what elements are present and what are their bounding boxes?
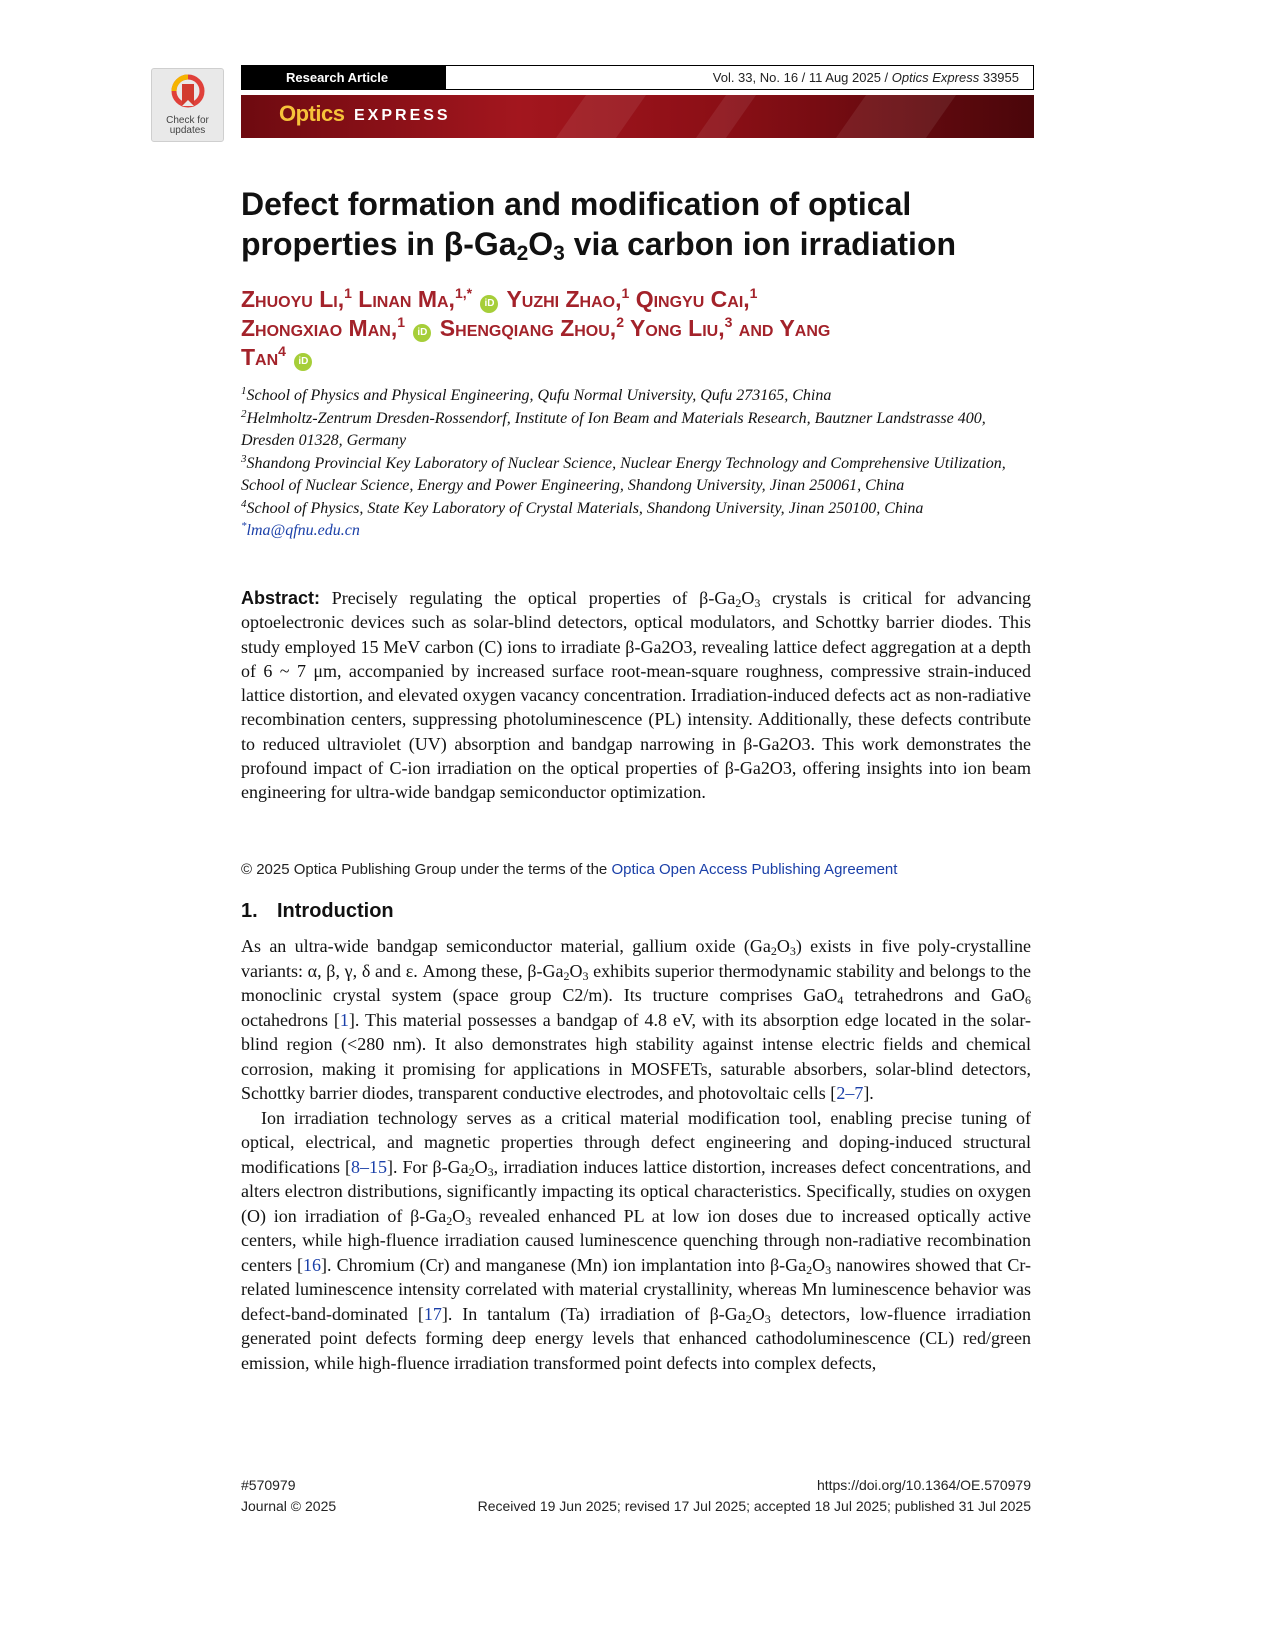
section-number: 1.: [241, 900, 258, 922]
doi-link[interactable]: https://doi.org/10.1364/OE.570979: [816, 1477, 1031, 1493]
orcid-icon[interactable]: iD: [413, 324, 431, 342]
body-text: , irradiation induces lattice distortion, increases defect concentrations, and alters electron distributions, significantly impacting its optical characteristics. Specifically, studies on oxygen (O) ion irradiation of β-Ga: [241, 1156, 1031, 1226]
affiliation-sup: 1: [241, 385, 247, 397]
body-text: exhibits superior thermodynamic stability and belongs to the monoclinic crystal system (space group C2/m). Its tructure comprises GaO: [241, 960, 1032, 1005]
citation-link[interactable]: 8–15: [350, 1156, 387, 1177]
body-text: nanowires showed that Cr-related luminescence intensity correlated with material crystallinity, whereas Mn luminescence behavior was defect-band-dominated [: [241, 1254, 1031, 1324]
volume-text: Vol. 33, No. 16 / 11 Aug 2025 /: [712, 70, 889, 85]
body-text: ]. This material possesses a bandgap of 4.8 eV, with its absorption edge located in the solar-blind region (<280 nm). It also demonstrates high stability against intense electric fields and chemical corrosion, making it promising for applications in MOSFETs, saturable absorbers, solar-blind detectors, Schottky barrier diodes, transparent conductive electrodes, and photovoltaic cells [: [241, 1009, 1031, 1103]
banner-optics-logo: Optics: [279, 101, 345, 126]
section-heading: [241, 900, 394, 923]
affiliation-2: [241, 408, 1041, 453]
abstract-text: crystals is critical for advancing optoelectronic devices such as solar-blind detectors, optical modulators, and Schottky barrier diodes. This study employed 15 MeV carbon (C) ions to irradiate β-Ga2O3, revealing lattice defect aggregation at a depth of 6 ~ 7 μm, accompanied by increased surface root-mean-square roughness, compressive strain-induced lattice distortion, and elevated oxygen vacancy concentration. Irradiation-induced defects act as non-radiative recombination centers, suppressing photoluminescence (PL) intensity. Additionally, these defects contribute to reduced ultraviolet (UV) absorption and bandgap narrowing in β-Ga2O3. This work demonstrates the profound impact of C-ion irradiation on the optical properties of β-Ga2O3, offering insights into ion beam engineering for ultra-wide bandgap semiconductor optimization.: [241, 588, 1031, 803]
check-for-updates-icon: [170, 74, 206, 114]
journal-banner: [241, 95, 1034, 138]
body-subscript: 6: [1024, 993, 1031, 1007]
body-subscript: 2: [468, 1164, 475, 1179]
journal-header-bar: [241, 65, 1034, 90]
author-name-part: Tan: [241, 344, 279, 370]
title-line-2: [241, 224, 1031, 264]
check-for-updates-badge[interactable]: [151, 68, 224, 142]
body-text: ]. For β-Ga: [386, 1156, 469, 1177]
body-subscript: 4: [837, 993, 844, 1007]
copyright-notice: [241, 861, 897, 878]
body-subscript: 3: [465, 1213, 472, 1228]
body-text: Ion irradiation technology serves as a critical material modification tool, enabling precise tuning of optical, electrical, and magnetic properties through defect engineering and doping-induced structural modifications [: [241, 1107, 1031, 1177]
abstract-text: O: [741, 588, 755, 608]
footer-row-2: [241, 1496, 1031, 1517]
affiliations: [241, 385, 1041, 543]
affiliation-sup: 4: [241, 497, 247, 510]
citation-link[interactable]: 17: [423, 1303, 442, 1324]
title-text: O: [528, 226, 554, 262]
citation-link[interactable]: 1: [339, 1009, 349, 1030]
author-affil-sup: 4: [278, 343, 286, 359]
body-text: O: [751, 1303, 765, 1324]
email-sup: *: [241, 520, 247, 532]
body-text: O: [452, 1205, 466, 1226]
body-text: ].: [863, 1083, 874, 1103]
author-affil-sup: 1: [749, 285, 758, 301]
publication-dates: Received 19 Jun 2025; revised 17 Jul 2025; accepted 18 Jul 2025; published 31 Jul 2025: [477, 1498, 1031, 1514]
affiliation-text: School of Physics and Physical Engineering, Qufu Normal University, Qufu 273165, China: [246, 387, 832, 404]
volume-info: [713, 66, 1019, 89]
author-affil-sup: 2: [616, 314, 624, 330]
title-subscript: 3: [553, 242, 565, 265]
body-subscript: 2: [446, 1213, 453, 1228]
publishing-agreement-link[interactable]: Optica Open Access Publishing Agreement: [611, 861, 898, 878]
body-subscript: 3: [487, 1164, 494, 1179]
affiliation-text: Shandong Provincial Key Laboratory of Nuclear Science, Nuclear Energy Technology and Comprehensive Utilization, School of Nuclear Science, Energy and Power Engineering, Shandong University, Jinan 250061, China: [241, 454, 1006, 494]
abstract-subscript: 2: [735, 596, 742, 610]
abstract-label: Abstract:: [241, 588, 321, 608]
check-for-updates-line2: updates: [169, 125, 206, 136]
affiliation-sup: 3: [241, 452, 247, 465]
author-list: [241, 285, 1031, 372]
body-text: tetrahedrons and GaO: [843, 985, 1025, 1005]
author-affil-sup: 3: [724, 314, 733, 330]
body-subscript: 3: [764, 1311, 771, 1326]
author-name-part: Yang: [779, 315, 831, 341]
banner-express-logo: EXPRESS: [354, 107, 451, 124]
body-text: O: [776, 936, 790, 956]
orcid-icon[interactable]: iD: [294, 353, 312, 371]
body-subscript: 2: [770, 944, 777, 958]
affiliation-1: [241, 385, 1041, 408]
body-text: detectors, low-fluence irradiation generated point defects forming deep energy levels that enhanced cathodoluminescence (CL) red/green emission, while high-fluence irradiation transformed point defects into complex defects,: [241, 1303, 1031, 1373]
body-text: O: [569, 960, 583, 981]
banner-streak: [836, 95, 956, 138]
author-name: Yuzhi Zhao,: [506, 286, 622, 312]
orcid-icon[interactable]: iD: [480, 295, 498, 313]
page-number: 33955: [982, 70, 1019, 85]
page-footer: [241, 1475, 1031, 1517]
affiliation-text: Helmholtz-Zentrum Dresden-Rossendorf, Institute of Ion Beam and Materials Research, Bautzner Landstrasse 400, Dresden 01328, Germany: [241, 409, 986, 449]
title-line-1: Defect formation and modification of optical: [241, 186, 912, 222]
author-affil-sup: 1: [397, 314, 406, 330]
article-body: [241, 934, 1031, 1375]
author-affil-sup: 1: [344, 285, 352, 301]
affiliation-3: [241, 453, 1041, 498]
title-subscript: 2: [516, 242, 529, 265]
author-affil-sup: 1,*: [454, 285, 473, 301]
body-text: As an ultra-wide bandgap semiconductor material, gallium oxide (Ga: [241, 936, 771, 956]
affiliation-text: School of Physics, State Key Laboratory of Crystal Materials, Shandong University, Jinan 250100, China: [246, 499, 924, 517]
abstract-text: Precisely regulating the optical properties of β-Ga: [320, 588, 736, 608]
body-text: O: [812, 1254, 826, 1275]
body-text: revealed enhanced PL at low ion doses due to increased optically active centers, while high-fluence irradiation caused luminescence quenching through non-radiative recombination centers [: [241, 1205, 1032, 1275]
author-line-2: [241, 314, 1031, 343]
paragraph-1: [241, 934, 1031, 1106]
journal-name-italic: Optics Express: [891, 70, 980, 85]
article-type-label: Research Article: [242, 66, 446, 89]
author-name: Linan Ma,: [358, 286, 455, 312]
author-line-3: [241, 343, 1031, 372]
body-subscript: 2: [745, 1311, 752, 1326]
abstract: [241, 586, 1031, 805]
author-name: Yong Liu,: [629, 315, 725, 341]
affiliation-4: [241, 498, 1041, 521]
footer-row-1: [241, 1475, 1031, 1496]
copyright-text: © 2025 Optica Publishing Group under the terms of the: [241, 861, 612, 878]
author-name: Zhongxiao Man,: [241, 315, 398, 341]
email-link[interactable]: lma@qfnu.edu.cn: [246, 522, 360, 539]
check-for-updates-line1: Check for: [166, 115, 209, 126]
body-subscript: 3: [825, 1262, 832, 1277]
body-text: O: [474, 1156, 488, 1177]
journal-copyright: Journal © 2025: [241, 1498, 337, 1514]
paragraph-2: [241, 1106, 1031, 1376]
body-text: ]. Chromium (Cr) and manganese (Mn) ion implantation into β-Ga: [321, 1254, 807, 1275]
body-text: ]. In tantalum (Ta) irradiation of β-Ga: [441, 1303, 746, 1324]
manuscript-id: #570979: [241, 1477, 296, 1493]
body-text: ) exists in five poly-crystalline variants: α, β, γ, δ and ε. Among these, β-Ga: [241, 936, 1031, 981]
affiliation-sup: 2: [241, 407, 247, 420]
body-subscript: 3: [789, 944, 796, 958]
body-subscript: 3: [582, 968, 589, 983]
article-title: [241, 184, 1031, 264]
body-subscript: 2: [563, 968, 570, 983]
section-title: Introduction: [277, 900, 394, 922]
author-line-1: [241, 285, 1031, 314]
body-subscript: 2: [806, 1262, 813, 1277]
citation-link[interactable]: 16: [303, 1254, 322, 1275]
banner-streak: [696, 95, 756, 138]
author-and: and: [738, 315, 774, 341]
abstract-subscript: 3: [754, 596, 761, 610]
body-text: octahedrons [: [241, 1009, 340, 1030]
banner-streak: [556, 95, 646, 138]
corresponding-email: [241, 520, 1041, 543]
title-text: properties in β-Ga: [241, 226, 517, 262]
citation-link[interactable]: 2–7: [836, 1083, 864, 1103]
author-name: Shengqiang Zhou,: [439, 315, 617, 341]
author-affil-sup: 1: [621, 285, 630, 301]
author-name: Zhuoyu Li,: [241, 286, 345, 312]
title-text: via carbon ion irradiation: [564, 226, 957, 262]
author-name: Qingyu Cai,: [635, 286, 750, 312]
